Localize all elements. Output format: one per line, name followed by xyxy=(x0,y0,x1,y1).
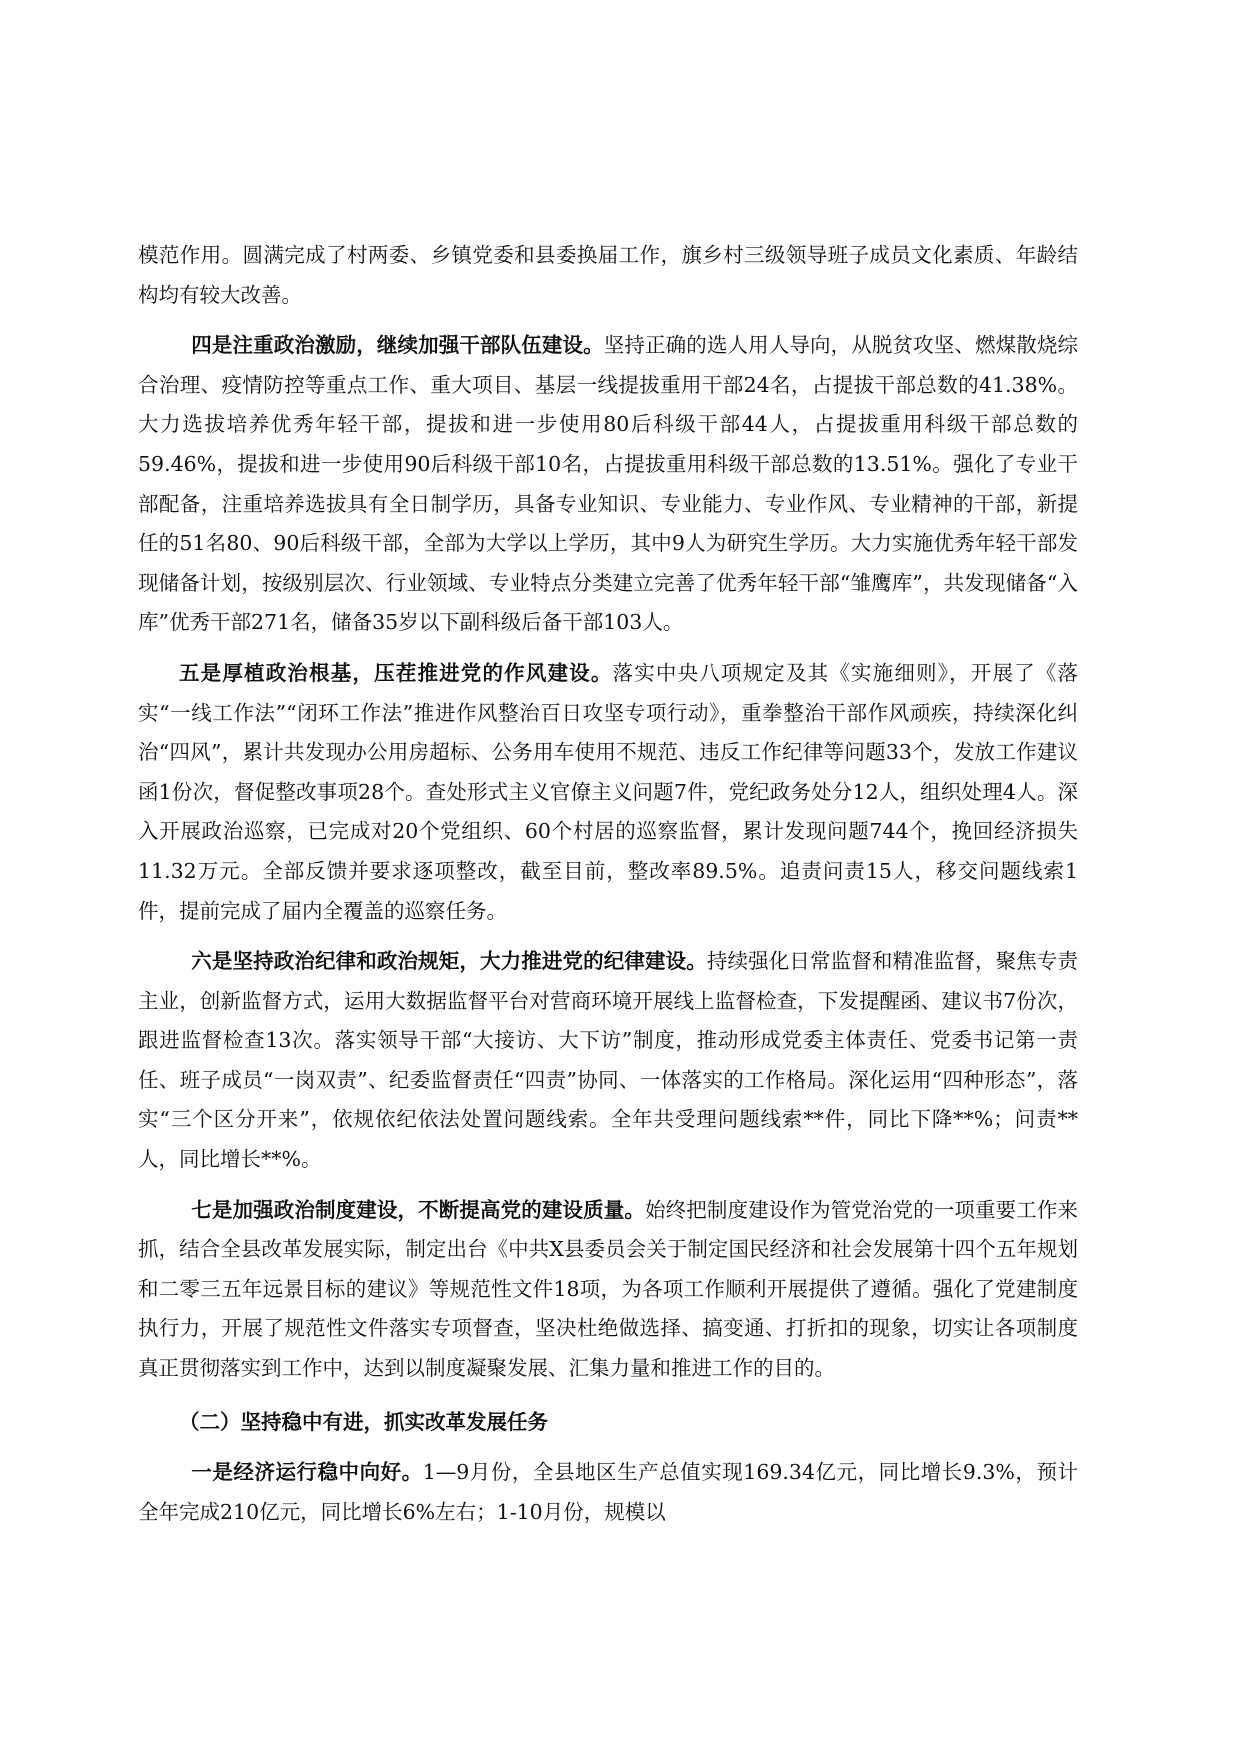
paragraph-text: 1—9月份，全县地区生产总值实现169.34亿元，同比增长9.3%，预计全年完成210亿元，同比增长6%左右；1-10月份，规模以 xyxy=(138,1460,1078,1524)
paragraph-lead: 五是厚植政治根基，压茬推进党的作风建设。 xyxy=(179,660,613,685)
paragraph-text: 坚持正确的选人用人导向，从脱贫攻坚、燃煤散烧综合治理、疫情防控等重点工作、重大项目、基层一线提拔重用干部24名，占提拔干部总数的41.38%。大力选拔培养优秀年轻干部，提拔和进一步使用80后科级干部44人，占提拔重用科级干部总数的59.46%，提拔和进一步使用90后科级干部10名，占提拔重用科级干部总数的13.51%。强化了专业干部配备，注重培养选拔具有全日制学历，具备专业知识、专业能力、专业作风、专业精神的干部，新提任的51名80、90后科级干部，全部为大学以上学历，其中9人为研究生学历。大力实施优秀年轻干部发现储备计划，按级别层次、行业领域、专业特点分类建立完善了优秀年轻干部“雏鹰库”，共发现储备“入库”优秀干部271名，储备35岁以下副科级后备干部103人。 xyxy=(138,333,1079,635)
paragraph-text: 落实中央八项规定及其《实施细则》，开展了《落实“一线工作法”“闭环工作法”推进作风整治百日攻坚专项行动》，重拳整治干部作风顽疾，持续深化纠治“四风”，累计共发现办公用房超标、公务用车使用不规范、违反工作纪律等问题33个，发放工作建议函1份次，督促整改事项28个。查处形式主义官僚主义问题7件，党纪政务处分12人，组织处理4人。深入开展政治巡察，已完成对20个党组织、60个村居的巡察监督，累计发现问题744个，挽回经济损失11.32万元。全部反馈并要求逐项整改，截至目前，整改率89.5%。追责问责15人，移交问题线索1件，提前完成了届内全覆盖的巡察任务。 xyxy=(138,660,1079,923)
paragraph-text: 持续强化日常监督和精准监督，聚焦专责主业，创新监督方式，运用大数据监督平台对营商环境开展线上监督检查，下发提醒函、建议书7份次，跟进监督检查13次。落实领导干部“大接访、大下访”制度，推动形成党委主体责任、党委书记第一责任、班子成员“一岗双责”、纪委监督责任“四责”协同、一体落实的工作格局。深化运用“四种形态”，落实“三个区分开来”，依规依纪依法处置问题线索。全年共受理问题线索**件，同比下降**%；问责**人，同比增长**%。 xyxy=(138,949,1079,1172)
paragraph-continuation xyxy=(138,236,1078,315)
paragraph-style-building xyxy=(138,654,1078,931)
paragraph-lead: 六是坚持政治纪律和政治规矩，大力推进党的纪律建设。 xyxy=(191,949,707,974)
paragraph-discipline-building xyxy=(138,942,1078,1180)
paragraph-economy xyxy=(138,1453,1078,1532)
paragraph-system-building xyxy=(138,1191,1078,1389)
paragraph-text: 始终把制度建设作为管党治党的一项重要工作来抓，结合全县改革发展实际，制定出台《中共X县委员会关于制定国民经济和社会发展第十四个五年规划和二零三五年远景目标的建议》等规范性文件18项，为各项工作顺利开展提供了遵循。强化了党建制度执行力，开展了规范性文件落实专项督查，坚决杜绝做选择、搞变通、打折扣的现象，切实让各项制度真正贯彻落实到工作中，达到以制度凝聚发展、汇集力量和推进工作的目的。 xyxy=(138,1197,1079,1381)
paragraph-lead: 四是注重政治激励，继续加强干部队伍建设。 xyxy=(191,333,604,358)
section-heading: （二）坚持稳中有进，抓实改革发展任务 xyxy=(179,1409,548,1434)
paragraph-lead: 七是加强政治制度建设，不断提高党的建设质量。 xyxy=(191,1197,646,1222)
paragraph-lead: 一是经济运行稳中向好。 xyxy=(191,1460,423,1485)
paragraph-cadre-building xyxy=(138,326,1078,643)
paragraph-text: 模范作用。圆满完成了村两委、乡镇党委和县委换届工作，旗乡村三级领导班子成员文化素质、年龄结构均有较大改善。 xyxy=(138,243,1078,307)
document-page xyxy=(138,236,1078,1532)
